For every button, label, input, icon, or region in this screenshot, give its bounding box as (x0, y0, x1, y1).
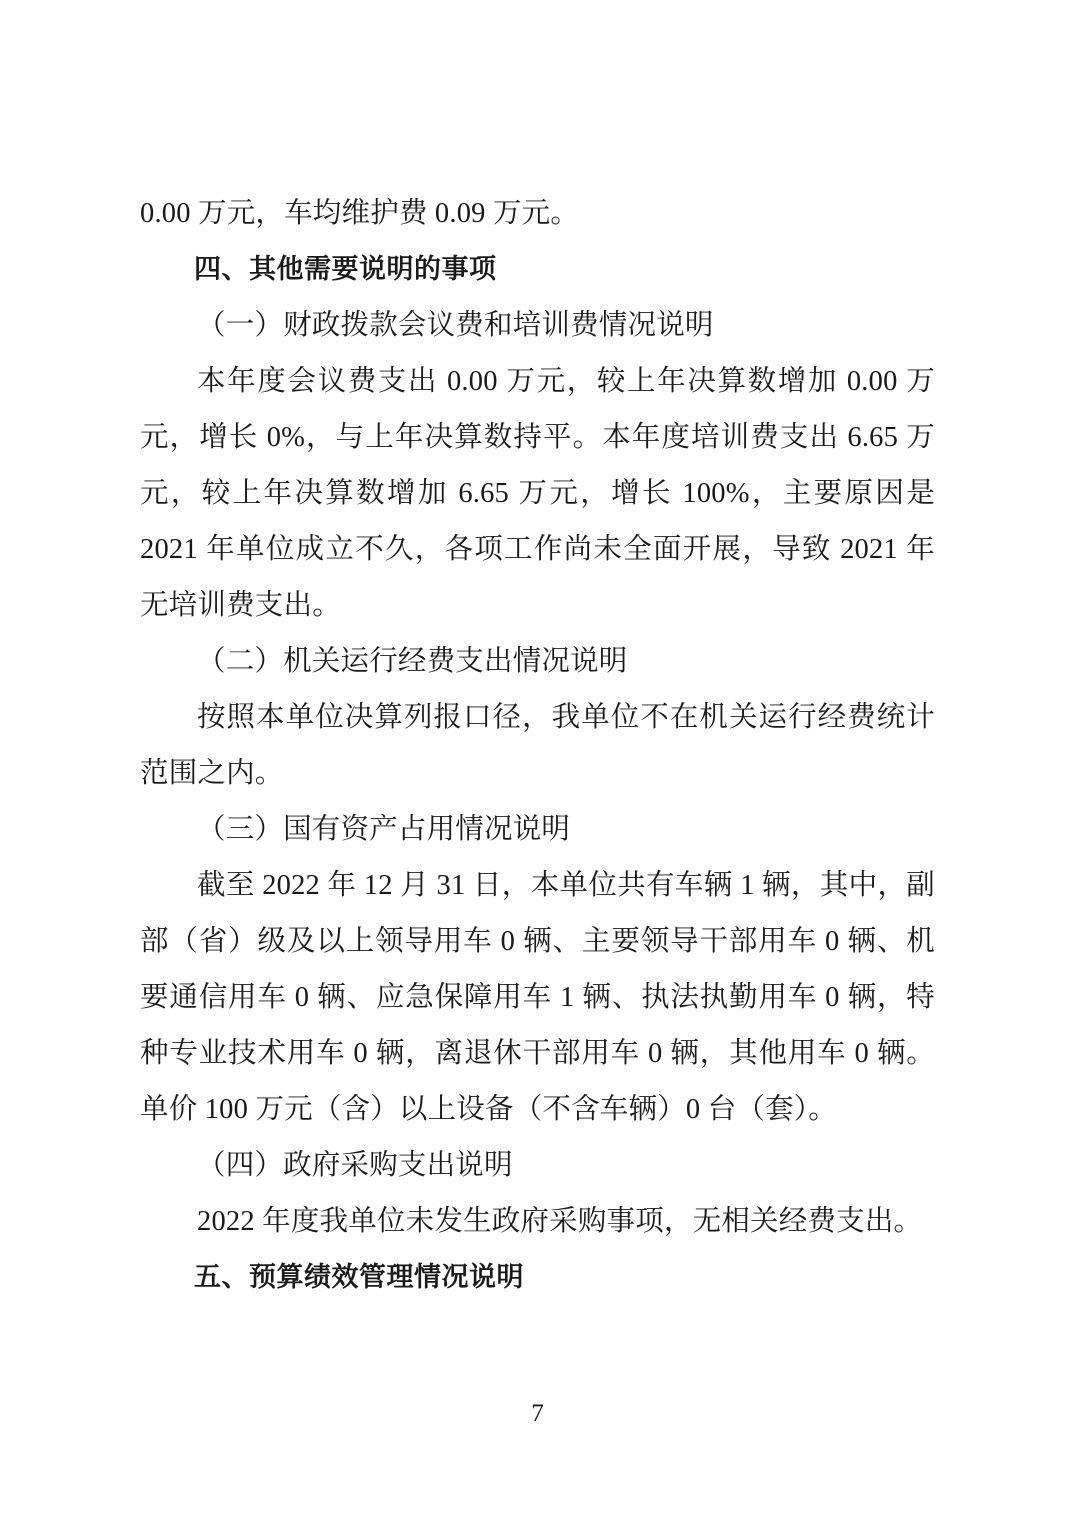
continued-paragraph: 0.00 万元，车均维护费 0.09 万元。 (140, 198, 580, 229)
section-heading-four: 四、其他需要说明的事项 (194, 254, 497, 285)
subsection-body-two: 按照本单位决算列报口径，我单位不在机关运行经费统计范围之内。 (140, 702, 935, 789)
page-number: 7 (531, 1400, 544, 1427)
subsection-heading-one: （一）财政拨款会议费和培训费情况说明 (197, 310, 714, 341)
section-heading-five: 五、预算绩效管理情况说明 (194, 1262, 524, 1293)
subsection-heading-two: （二）机关运行经费支出情况说明 (197, 646, 628, 677)
subsection-body-one: 本年度会议费支出 0.00 万元，较上年决算数增加 0.00 万元，增长 0%，与上年决算数持平。本年度培训费支出 6.65 万元，较上年决算数增加 6.65 万元，增长 100%，主要原因是 2021 年单位成立不久，各项工作尚未全面开展，导致 2021 年无培训费支出。 (140, 366, 935, 621)
subsection-heading-three: （三）国有资产占用情况说明 (197, 814, 571, 845)
subsection-body-three: 截至 2022 年 12 月 31 日，本单位共有车辆 1 辆，其中，副部（省）级及以上领导用车 0 辆、主要领导干部用车 0 辆、机要通信用车 0 辆、应急保障用车 1 辆、执法执勤用车 0 辆，特种专业技术用车 0 辆，离退休干部用车 0 辆，其他用车 0 辆。单价 100 万元（含）以上设备（不含车辆）0 台（套）。 (140, 870, 935, 1125)
subsection-heading-four: （四）政府采购支出说明 (197, 1150, 513, 1181)
page-content (140, 186, 935, 1306)
subsection-body-four: 2022 年度我单位未发生政府采购事项，无相关经费支出。 (197, 1206, 923, 1237)
